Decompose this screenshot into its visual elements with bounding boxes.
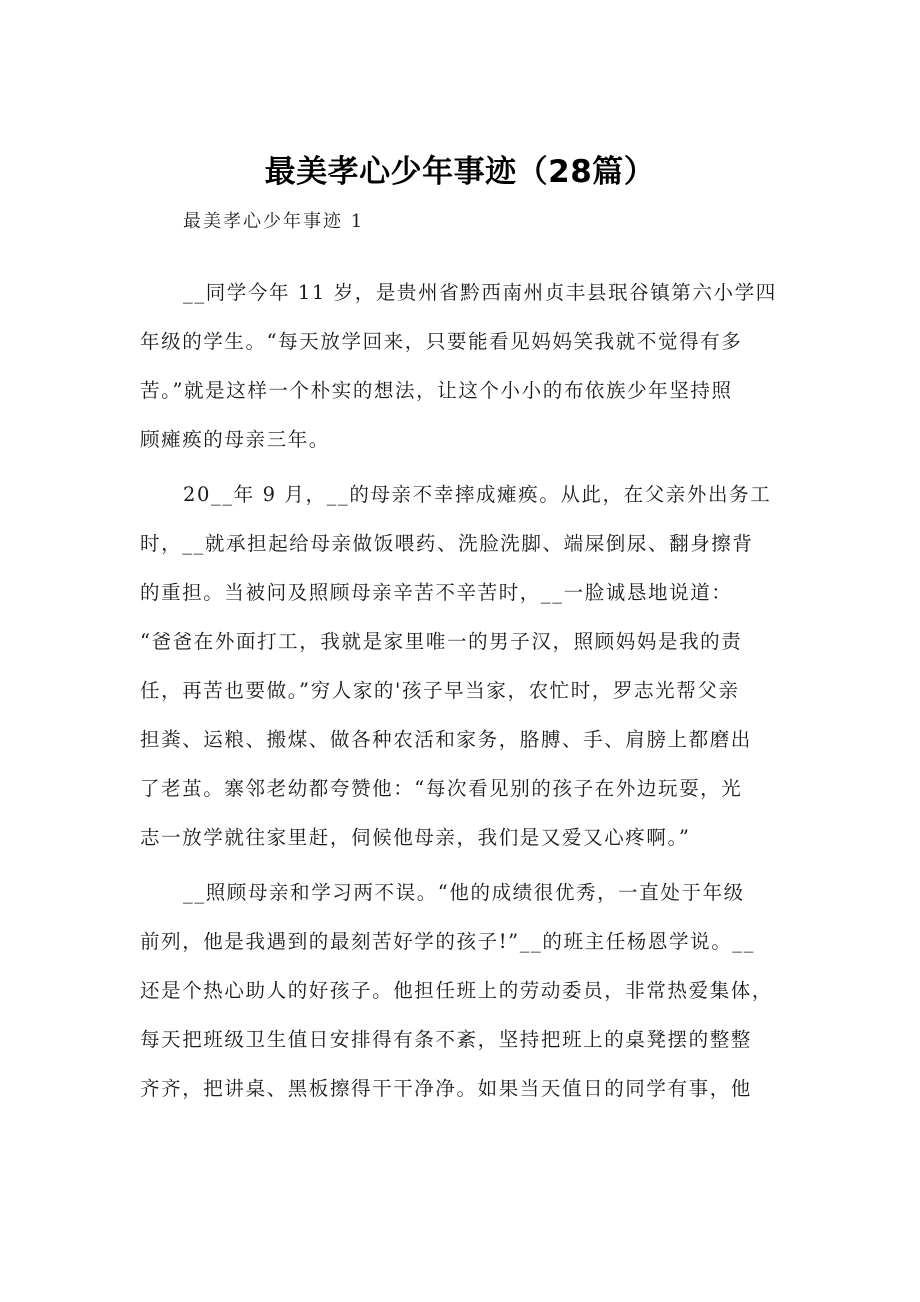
text-line: 苦。”就是这样一个朴实的想法，让这个小小的布依族少年坚持照: [140, 379, 733, 402]
text-line: 了老茧。寨邻老幼都夸赞他：“每次看见别的孩子在外边玩耍，光: [140, 777, 743, 800]
text-line: 时，__就承担起给母亲做饭喂药、洗脸洗脚、端屎倒尿、翻身擦背: [140, 532, 754, 555]
text-line: 还是个热心助人的好孩子。他担任班上的劳动委员，非常热爱集体，: [140, 979, 774, 1002]
text-line: 志一放学就往家里赶，伺候他母亲，我们是又爱又心疼啊。”: [140, 826, 691, 849]
text-line: 顾瘫痪的母亲三年。: [140, 428, 330, 451]
text-line: 的重担。当被问及照顾母亲辛苦不辛苦时，__一脸诚恳地说道：: [140, 581, 733, 604]
paragraph-1: [140, 268, 800, 464]
text-line: 齐齐，把讲桌、黑板擦得干干净净。如果当天值日的同学有事，他: [140, 1077, 752, 1100]
text-line: __照顾母亲和学习两不误。“他的成绩很优秀，一直处于年级: [183, 881, 745, 904]
document-title: 最美孝心少年事迹（28篇）: [264, 154, 656, 190]
text-line: 每天把班级卫生值日安排得有条不紊，坚持把班上的桌凳摆的整整: [140, 1028, 752, 1051]
paragraph-3: [140, 868, 800, 1113]
section-heading: 最美孝心少年事迹 1: [183, 211, 365, 232]
text-line: “爸爸在外面打工，我就是家里唯一的男子汉，照顾妈妈是我的责: [140, 630, 743, 653]
text-line: 年级的学生。“每天放学回来，只要能看见妈妈笑我就不觉得有多: [140, 330, 743, 353]
text-line: 20__年 9 月，__的母亲不幸摔成瘫痪。从此，在父亲外出务工: [183, 483, 772, 506]
text-line: 担粪、运粮、搬煤、做各种农活和家务，胳膊、手、肩膀上都磨出: [140, 728, 752, 751]
text-line: 任，再苦也要做。”穷人家的'孩子早当家，农忙时，罗志光帮父亲: [140, 679, 740, 702]
paragraph-2: [140, 470, 800, 862]
text-line: __同学今年 11 岁，是贵州省黔西南州贞丰县珉谷镇第六小学四: [183, 281, 777, 304]
text-line: 前列，他是我遇到的最刻苦好学的孩子!”__的班主任杨恩学说。__: [140, 930, 756, 953]
document-body: [140, 268, 800, 1119]
